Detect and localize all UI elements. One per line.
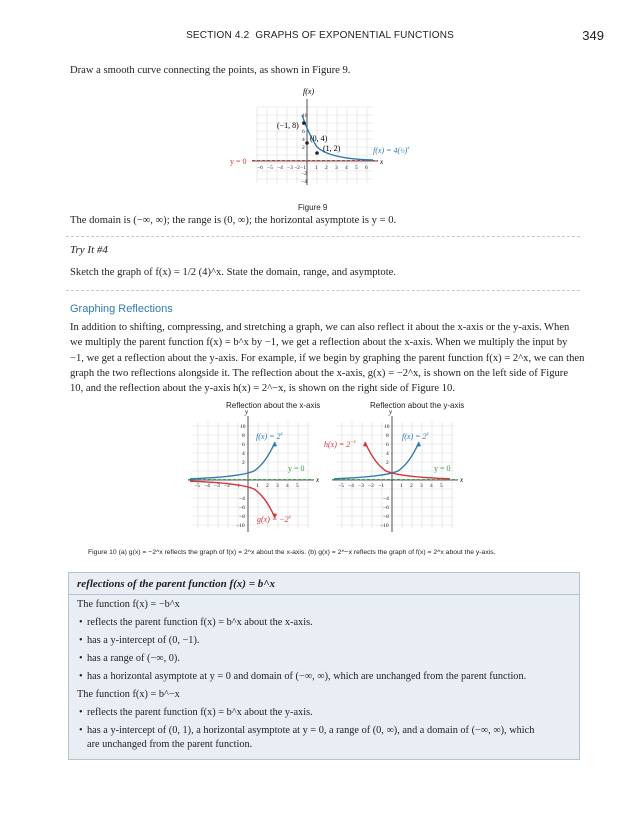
svg-text:5: 5 [440, 483, 443, 489]
svg-text:−4: −4 [277, 165, 283, 171]
svg-text:−6: −6 [257, 165, 263, 171]
svg-text:−4: −4 [348, 483, 354, 489]
body-line: graph the two reflections alongside it. The reflection about the x-axis, g(x) = −2^x, is shown on the left side of Figure [70, 367, 569, 379]
box-divider [69, 594, 579, 595]
try-it-title: Try It #4 [70, 244, 108, 256]
y-axis-label: f(x) [303, 87, 315, 96]
svg-text:2: 2 [302, 145, 305, 151]
svg-text:−8: −8 [383, 514, 389, 520]
svg-text:1: 1 [315, 165, 318, 171]
point-1-2 [315, 151, 319, 155]
svg-text:8: 8 [242, 433, 245, 439]
key-concept-box [68, 572, 580, 760]
divider [66, 290, 580, 291]
svg-text:−1: −1 [234, 483, 240, 489]
svg-text:2: 2 [242, 460, 245, 466]
f-label: $f(x) = 2^x$ [402, 432, 429, 441]
svg-text:−10: −10 [380, 523, 389, 529]
svg-text:−10: −10 [236, 523, 245, 529]
box-title: reflections of the parent function f(x) = b^x [77, 578, 275, 590]
figure-9-graph [230, 85, 430, 203]
divider [66, 236, 580, 237]
y-axis-label: y [389, 408, 393, 416]
figure-10-right-graph [324, 408, 474, 536]
domain-text: The domain is (−∞, ∞); the range is (0, ∞); the horizontal asymptote is y = 0. [70, 215, 397, 226]
point-0-4 [305, 141, 309, 145]
curve-f [190, 442, 275, 479]
box-bullet: • has a y-intercept of (0, −1). [87, 634, 199, 648]
svg-text:5: 5 [355, 165, 358, 171]
svg-text:−4: −4 [383, 496, 389, 502]
svg-text:−2: −2 [224, 483, 230, 489]
box-line: The function f(x) = b^−x [77, 689, 180, 700]
x-axis-label: x [380, 158, 384, 166]
y-axis-label: y [245, 408, 249, 416]
svg-text:−4: −4 [204, 483, 210, 489]
h-label: $h(x) = 2^{-x}$ [324, 440, 356, 449]
box-bullet: • has a y-intercept of (0, 1), a horizontal asymptote at y = 0, a range of (0, ∞), and a domain of (−∞, ∞), which [87, 724, 534, 738]
svg-text:1: 1 [256, 483, 259, 489]
figure-10-right-title: Reflection about the y-axis [370, 401, 465, 410]
asymptote-label: y = 0 [288, 464, 305, 473]
point-label: (−1, 8) [277, 121, 299, 130]
svg-text:3: 3 [276, 483, 279, 489]
svg-text:−5: −5 [194, 483, 200, 489]
section-title: GRAPHS OF EXPONENTIAL FUNCTIONS [255, 30, 454, 41]
box-bullet: • has a range of (−∞, 0). [87, 652, 180, 666]
body-line: we multiply the parent function f(x) = b^x by −1, we get a reflection about the x-axis. When we multiply the input by [70, 337, 568, 349]
svg-text:−6: −6 [383, 505, 389, 511]
svg-text:−3: −3 [358, 483, 364, 489]
box-bullet-continuation: are unchanged from the parent function. [87, 739, 253, 750]
section-number: SECTION 4.2 [186, 30, 250, 41]
svg-text:1: 1 [400, 483, 403, 489]
svg-text:4: 4 [302, 137, 305, 143]
asymptote-label: y = 0 [434, 464, 451, 473]
g-label: $g(x) = -2^x$ [257, 515, 291, 524]
f-label: $f(x) = 2^x$ [256, 432, 283, 441]
svg-text:−2: −2 [294, 165, 300, 171]
svg-text:8: 8 [386, 433, 389, 439]
asymptote-label: y = 0 [230, 157, 247, 166]
page-number: 349 [582, 28, 604, 43]
svg-text:10: 10 [240, 424, 246, 430]
svg-text:3: 3 [335, 165, 338, 171]
svg-text:−1: −1 [378, 483, 384, 489]
body-line: −1, we get a reflection about the y-axis. For example, if we begin by graphing the parent function f(x) = 2^x, we can then [70, 352, 585, 364]
svg-text:2: 2 [266, 483, 269, 489]
svg-text:4: 4 [286, 483, 289, 489]
running-head [186, 30, 454, 41]
svg-text:10: 10 [384, 424, 390, 430]
point-label: (0, 4) [310, 134, 328, 143]
body-line: In addition to shifting, compressing, and stretching a graph, we can also reflect it about the x-axis or the y-axis. When [70, 322, 570, 333]
svg-text:2: 2 [325, 165, 328, 171]
svg-text:−8: −8 [239, 514, 245, 520]
svg-text:−4: −4 [301, 179, 307, 185]
svg-text:4: 4 [242, 451, 245, 457]
svg-text:2: 2 [386, 460, 389, 466]
svg-text:6: 6 [302, 129, 305, 135]
box-bullet: • reflects the parent function f(x) = b^x about the x-axis. [87, 616, 313, 630]
svg-text:4: 4 [430, 483, 433, 489]
svg-text:−6: −6 [239, 505, 245, 511]
curve-label: f(x) = 4(½)$^x$ [373, 146, 410, 155]
svg-text:−2: −2 [301, 171, 307, 177]
x-axis-label: x [316, 476, 320, 484]
svg-text:3: 3 [420, 483, 423, 489]
svg-text:6: 6 [386, 442, 389, 448]
body-line: 10, and the reflection about the y-axis h(x) = 2^−x, is shown on the right side of Figure 10. [70, 383, 455, 395]
svg-text:6: 6 [242, 442, 245, 448]
svg-text:5: 5 [296, 483, 299, 489]
curve-h [365, 442, 450, 479]
figure-10-caption: Figure 10 (a) g(x) = −2^x reflects the graph of f(x) = 2^x about the x-axis. (b) g(x) = 2^−x reflects the graph of f(x) = 2^x about the y-axis. [88, 549, 496, 556]
svg-text:−4: −4 [239, 496, 245, 502]
point-label: (1, 2) [323, 144, 341, 153]
box-line: The function f(x) = −b^x [77, 599, 180, 610]
svg-text:4: 4 [345, 165, 348, 171]
svg-text:−5: −5 [338, 483, 344, 489]
x-axis-label: x [460, 476, 464, 484]
svg-text:2: 2 [410, 483, 413, 489]
figure-10-left-title: Reflection about the x-axis [226, 401, 321, 410]
page-header [0, 30, 630, 46]
svg-text:−3: −3 [287, 165, 293, 171]
figure-9-caption: Figure 9 [298, 203, 328, 212]
box-bullet: • has a horizontal asymptote at y = 0 and domain of (−∞, ∞), which are unchanged from the parent function. [87, 670, 526, 684]
figure-10-left-graph [180, 408, 330, 536]
section-heading: Graphing Reflections [70, 303, 173, 315]
svg-text:−1: −1 [300, 165, 306, 171]
svg-text:4: 4 [386, 451, 389, 457]
svg-text:−3: −3 [214, 483, 220, 489]
svg-text:−5: −5 [267, 165, 273, 171]
svg-text:10: 10 [302, 113, 308, 119]
point-neg1-8 [302, 121, 306, 125]
try-it-text: Sketch the graph of f(x) = 1/2 (4)^x. State the domain, range, and asymptote. [70, 267, 397, 278]
intro-text: Draw a smooth curve connecting the points, as shown in Figure 9. [70, 65, 351, 76]
svg-text:−2: −2 [368, 483, 374, 489]
curve-g [190, 481, 275, 518]
box-bullet: • reflects the parent function f(x) = b^x about the y-axis. [87, 706, 313, 720]
body-paragraph [70, 320, 590, 396]
svg-text:6: 6 [365, 165, 368, 171]
